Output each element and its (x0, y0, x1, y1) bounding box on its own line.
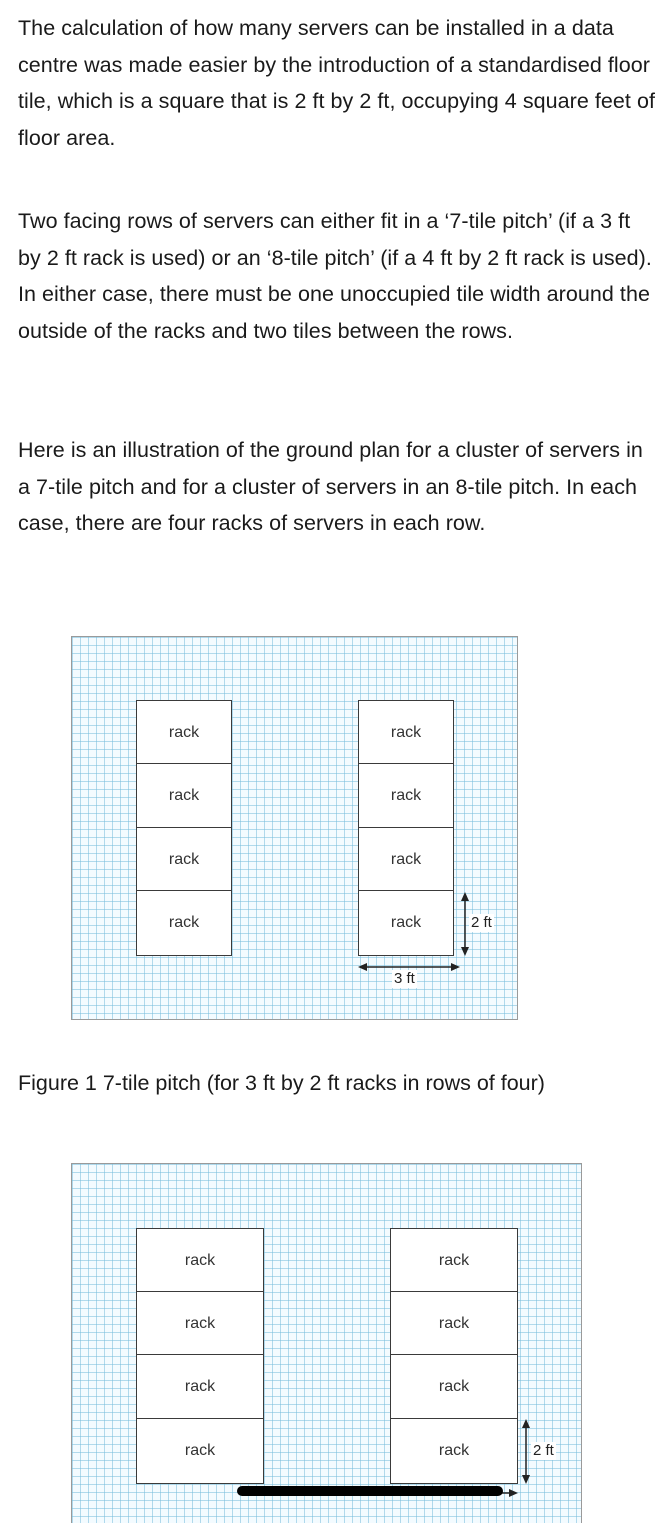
paragraph-tile-pitch: Two facing rows of servers can either fit in a ‘7-tile pitch’ (if a 3 ft by 2 ft rack is used) or an ‘8-tile pitch’ (if a 4 ft by 2 ft rack is used). In either case, there must be one unoccupied tile width around the outside of the racks and two tiles between the rows. (18, 209, 652, 343)
figure-2-dimension-arrows (72, 1164, 583, 1524)
rack-left-2: rack (136, 1291, 264, 1356)
paragraph-floor-tile: The calculation of how many servers can be installed in a data centre was made easier by the introduction of a standardised floor tile, which is a square that is 2 ft by 2 ft, occupying 4 square feet of floor area. (18, 16, 655, 150)
rack-left-1: rack (136, 1228, 264, 1293)
rack-left-2: rack (136, 763, 232, 828)
rack-right-3: rack (358, 827, 454, 892)
rack-right-4: rack (358, 890, 454, 956)
rack-right-3: rack (390, 1354, 518, 1419)
dimension-label-2ft: 2 ft (533, 1442, 554, 1459)
dimension-label-2ft: 2 ft (471, 914, 492, 931)
rack-left-1: rack (136, 700, 232, 765)
figure-1-caption: Figure 1 7-tile pitch (for 3 ft by 2 ft racks in rows of four) (18, 1071, 545, 1095)
dimension-label-3ft: 3 ft (394, 970, 415, 987)
rack-right-1: rack (358, 700, 454, 765)
paragraph-illustration-intro: Here is an illustration of the ground plan for a cluster of servers in a 7-tile pitch and for a cluster of servers in an 8-tile pitch. In each case, there are four racks of servers in each row. (18, 438, 643, 535)
figure-2-ground-plan (71, 1163, 582, 1523)
figure-1-ground-plan (71, 636, 518, 1020)
rack-left-4: rack (136, 1418, 264, 1484)
rack-left-3: rack (136, 1354, 264, 1419)
rack-left-3: rack (136, 827, 232, 892)
rack-right-2: rack (390, 1291, 518, 1356)
rack-left-4: rack (136, 890, 232, 956)
rack-right-4: rack (390, 1418, 518, 1484)
figure-1-dimension-arrows (72, 637, 519, 1021)
home-indicator[interactable] (237, 1486, 503, 1496)
rack-right-2: rack (358, 763, 454, 828)
rack-right-1: rack (390, 1228, 518, 1293)
